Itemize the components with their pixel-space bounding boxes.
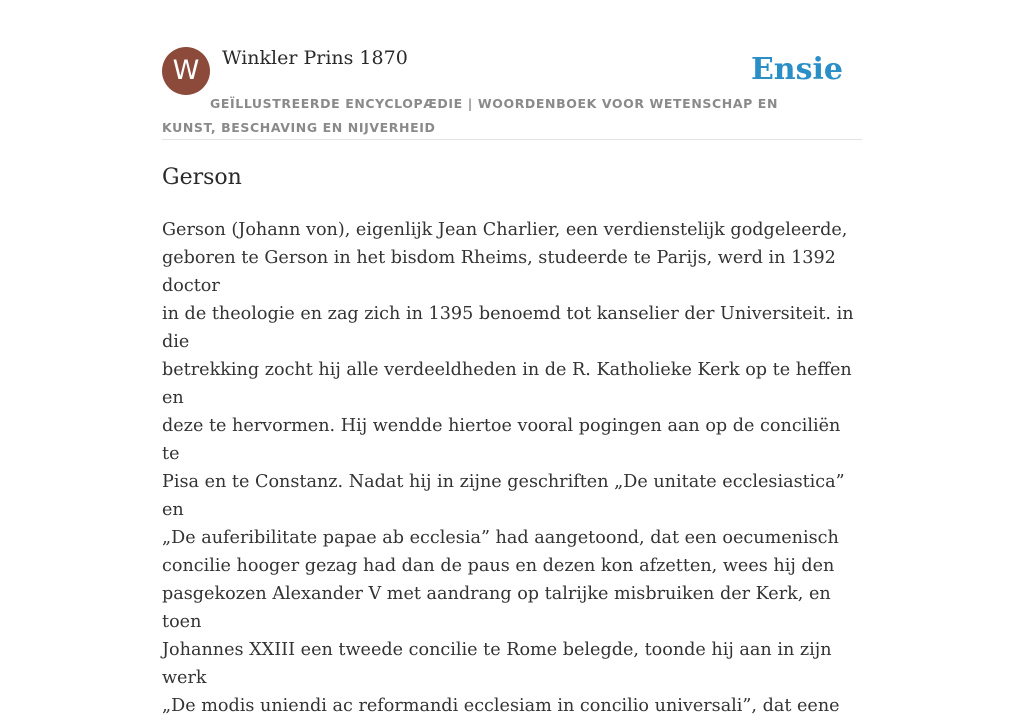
header xyxy=(162,46,862,140)
article-body xyxy=(162,216,862,720)
body-line: deze te hervormen. Hij wendde hiertoe vooral pogingen aan op de conciliën te xyxy=(162,416,841,464)
body-line: betrekking zocht hij alle verdeeldheden in de R. Katholieke Kerk op te heffen en xyxy=(162,360,852,408)
body-line: concilie hooger gezag had dan de paus en dezen kon afzetten, wees hij den xyxy=(162,556,835,576)
article-title: Gerson xyxy=(162,165,242,190)
body-line: geboren te Gerson in het bisdom Rheims, studeerde te Parijs, werd in 1392 doctor xyxy=(162,248,836,296)
avatar[interactable]: W xyxy=(162,47,210,95)
brand-logo-link[interactable]: Ensie xyxy=(750,52,843,87)
body-line: „De modis uniendi ac reformandi ecclesiam in concilio universali”, dat eene xyxy=(162,696,840,716)
body-line: in de theologie en zag zich in 1395 benoemd tot kanselier der Universiteit. in die xyxy=(162,304,854,352)
body-line: Johannes XXIII een tweede concilie te Rome belegde, toonde hij aan in zijn werk xyxy=(162,640,832,688)
body-line: Gerson (Johann von), eigenlijk Jean Charlier, een verdienstelijk godgeleerde, xyxy=(162,220,848,240)
publication-title[interactable]: Winkler Prins 1870 xyxy=(222,47,408,69)
body-line: Pisa en te Constanz. Nadat hij in zijne geschriften „De unitate ecclesiastica” en xyxy=(162,472,845,520)
body-line: pasgekozen Alexander V met aandrang op talrijke misbruiken der Kerk, en toen xyxy=(162,584,831,632)
publication-subtitle: GEÏLLUSTREERDE ENCYCLOPÆDIE | WOORDENBOEK VOOR WETENSCHAP EN KUNST, BESCHAVING EN NIJVERHEID xyxy=(162,96,779,135)
body-line: „De auferibilitate papae ab ecclesia” had aangetoond, dat een oecumenisch xyxy=(162,528,839,548)
